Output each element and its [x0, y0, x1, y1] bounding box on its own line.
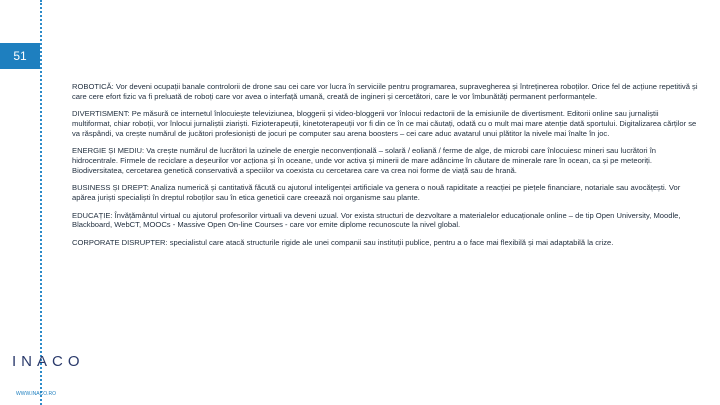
- slide-body: [72, 82, 700, 256]
- paragraph-education: EDUCAȚIE: Învățământul virtual cu ajutorul profesorilor virtuali va deveni uzual. Vor exista structuri de dezvoltare a materialelor educaționale online – de tip Open University, Moodle, Blackboard, WebCT, MOOCs - Massive Open On-line Courses - care vor emite diplome recunoscute la nivel global.: [72, 210, 681, 230]
- vertical-dotted-divider: [40, 0, 42, 405]
- paragraph-robotics: ROBOTICĂ: Vor deveni ocupații banale controlorii de drone sau cei care vor lucra în serviciile pentru programarea, supravegherea și întreținerea roboților. Orice fel de acțiune repetitivă și care cere efort fizic va fi preluată de roboți care vor avea o interfață umană, creată de ingineri și cercetători, care le vor îmbunătăți permanent performanțele.: [72, 82, 698, 101]
- page-number: 51: [13, 49, 27, 63]
- page-number-badge: [0, 43, 40, 69]
- paragraph-business-law: BUSINESS ȘI DREPT: Analiza numerică și cantitativă făcută cu ajutorul inteligenței artificiale va genera o nouă rapiditate a reacției pe piețele financiare, notariale sau avocățești. Vor apărea juriști specialiști în dreptul roboților sau în etica geneticii care creează noi organisme sau plante.: [72, 183, 681, 202]
- logo-wordmark: INACO: [12, 353, 85, 370]
- website-link[interactable]: WWW.INACO.RO: [16, 391, 56, 397]
- inaco-logo: [12, 353, 85, 380]
- paragraph-entertainment: DIVERTISMENT: Pe măsură ce internetul înlocuiește televiziunea, bloggerii și video-bloggerii vor înlocui redactorii de la emisiunile de divertisment. Editorii online sau jurnaliștii multiformat, chiar roboții, vor înlocui jurnaliștii ziariști. Fizioterapeuții, kinetoterapeuții vor fi din ce în ce mai căutați, odată cu o mult mai mare atenție dată sportului. Digitalizarea cărților se va răspândi, va crește numărul de jucători profesioniști de jocuri pe computer sau arena boosters – cei care aduc avatarul unui plătitor la nivele mai înalte în joc.: [72, 109, 697, 138]
- paragraph-energy: ENERGIE ȘI MEDIU: Va crește numărul de lucrători la uzinele de energie neconvențională – solară / eoliană / ferme de alge, de microbi care înlocuiesc mineri sau lucrători în hidrocentrale. Firmele de reciclare a deșeurilor vor acționa și în oceane, unde vor activa și minerii de mare adâncime în căutare de minerale rare în ocean, ca și pe meteoriți. Biodiversitatea, cercetarea genetică conservativă a speciilor va coexista cu cercetarea care va crea noi forme de viață sau de hrană.: [72, 146, 657, 175]
- paragraph-corporate-disrupter: CORPORATE DISRUPTER: specialistul care atacă structurile rigide ale unei companii sau instituții publice, pentru a o face mai flexibilă și mai adaptabilă la crize.: [72, 238, 614, 248]
